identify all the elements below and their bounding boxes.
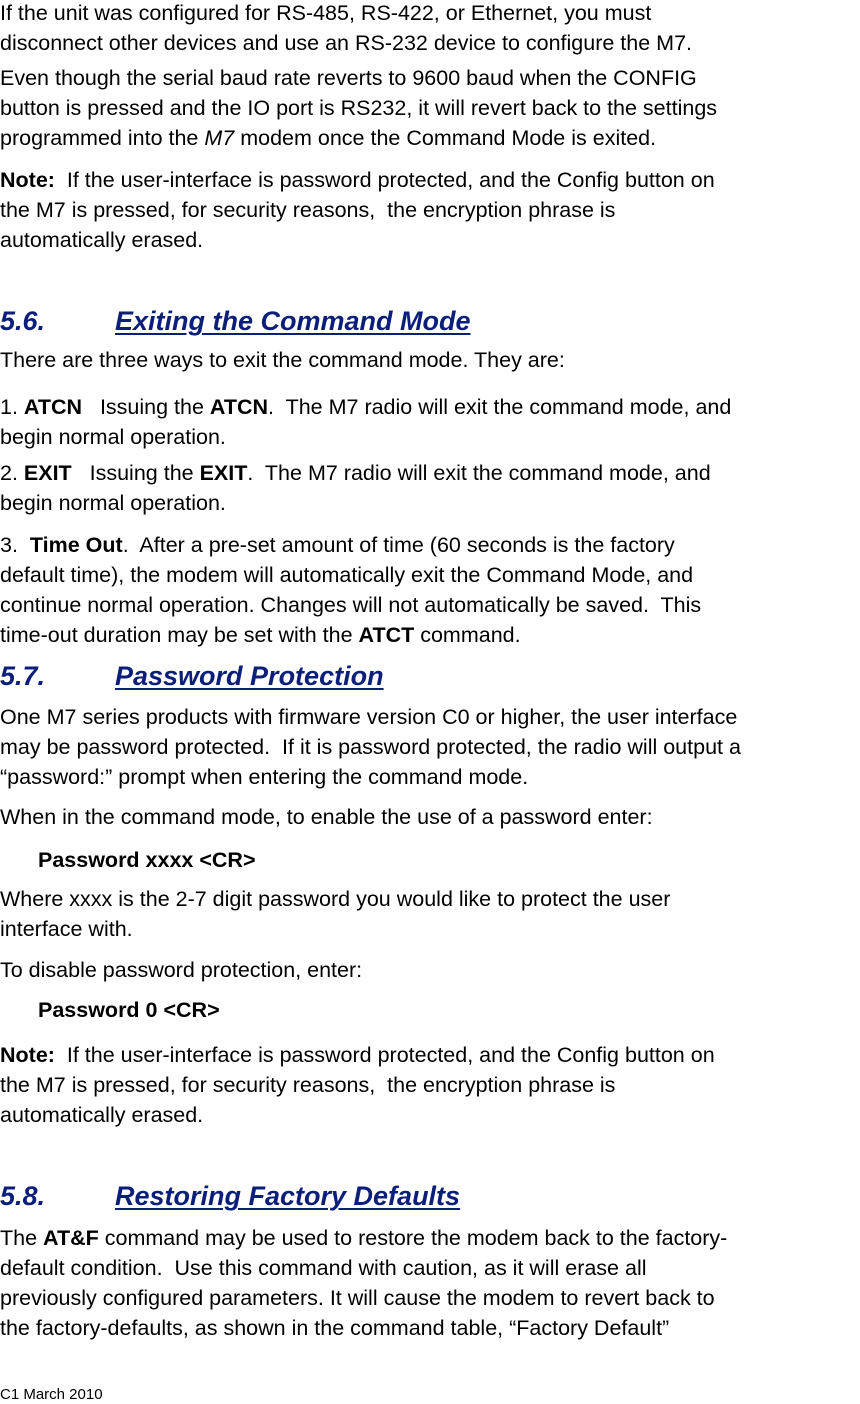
intro-note: Note: If the user-interface is password protected, and the Config button on the M7 is pressed, for security reasons, the encryption phrase is automatically erased. (0, 168, 715, 252)
intro-paragraph-2: Even though the serial baud rate reverts to 9600 baud when the CONFIG button is pressed and the IO port is RS232, it will revert back to the settings programmed into the M7 modem once the Command Mode is exited. (0, 66, 718, 150)
password-paragraph-1: One M7 series products with firmware version C0 or higher, the user interface may be password protected. If it is password protected, the radio will output a “password:” prompt when entering the command mode. (0, 705, 741, 789)
password-command-disable: Password 0 <CR> (38, 998, 220, 1022)
factory-defaults-paragraph: The AT&F command may be used to restore the modem back to the factory- default condition. Use this command with caution, as it will erase all previously configured parameters. It will cause the modem to revert back to the factory-defaults, as shown in the command table, “Factory Default” (0, 1226, 728, 1340)
section-heading-5-6: 5.6. Exiting the Command Mode (0, 306, 471, 336)
exit-option-atcn: 1. ATCN Issuing the ATCN. The M7 radio will exit the command mode, and begin normal operation. (0, 395, 732, 449)
password-paragraph-2: When in the command mode, to enable the use of a password enter: (0, 805, 653, 829)
exit-option-exit: 2. EXIT Issuing the EXIT. The M7 radio will exit the command mode, and begin normal operation. (0, 461, 711, 515)
note-label: Note: (0, 1043, 55, 1067)
section-heading-5-8: 5.8. Restoring Factory Defaults (0, 1181, 461, 1211)
password-paragraph-4: To disable password protection, enter: (0, 958, 363, 982)
exit-option-timeout: 3. Time Out. After a pre-set amount of time (60 seconds is the factory default time), the modem will automatically exit the Command Mode, and continue normal operation. Changes will not automatically be saved. This time-out duration may be set with the ATCT command. (0, 533, 702, 647)
section-heading-5-7: 5.7. Password Protection (0, 661, 384, 691)
note-label: Note: (0, 168, 55, 192)
intro-paragraph-1: If the unit was configured for RS-485, RS-422, or Ethernet, you must disconnect other devices and use an RS-232 device to configure the M7. (0, 1, 692, 55)
section-5-6-intro: There are three ways to exit the command mode. They are: (0, 348, 565, 372)
password-paragraph-3: Where xxxx is the 2-7 digit password you would like to protect the user interface with. (0, 887, 671, 941)
password-command-set: Password xxxx <CR> (38, 848, 256, 872)
page-footer: C1 March 2010 (0, 1386, 103, 1403)
password-note: Note: If the user-interface is password protected, and the Config button on the M7 is pressed, for security reasons, the encryption phrase is automatically erased. (0, 1043, 715, 1127)
